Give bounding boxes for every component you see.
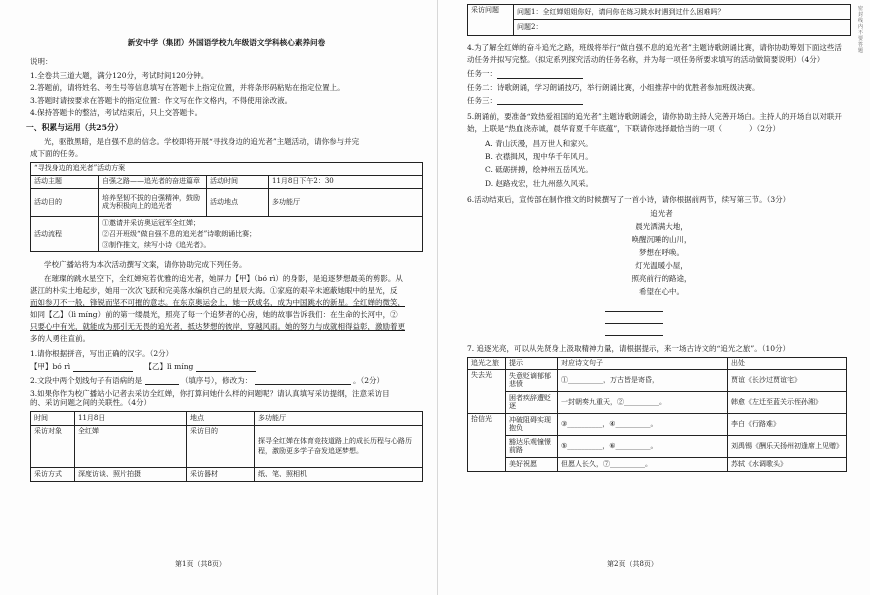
question-3-line: 的、采访问题之间的关联性。（4分） xyxy=(30,398,152,408)
question-7: 7. 追逐光亮，可以从先贤身上汲取精神力量，请根据提示，来一场古诗文的“追光之旅”。（10分） xyxy=(467,344,790,354)
interview-question-2[interactable]: 问题2： xyxy=(514,20,851,36)
table-header: 对应诗文句子 xyxy=(558,357,728,369)
question-2-text: 2.文段中两个划线句子有语病的是 xyxy=(30,375,143,385)
instructions xyxy=(30,57,423,117)
table-cell: 活动流程 xyxy=(31,216,99,252)
poem-line: 晨光洒满大地， xyxy=(635,221,688,231)
table-cell: 采访目的 xyxy=(187,425,255,467)
jia-answer-blank[interactable] xyxy=(73,365,133,372)
option-c: C. 砥砺拼搏，绘神州五岳风光。 xyxy=(485,165,593,175)
question-5-options xyxy=(467,139,856,189)
instruction-item: 4.保持答题卡的整洁，考试结束后，只上交答题卡。 xyxy=(30,107,203,117)
table-header: 出处 xyxy=(728,357,847,369)
poem-line: 梦想在呼唤。 xyxy=(639,247,684,257)
table-cell: 活动目的 xyxy=(31,188,99,216)
journey-stage: 拾信光 xyxy=(468,413,506,471)
source-cell: 李白《行路难》 xyxy=(728,413,847,435)
source-cell: 韩愈《左迁至蓝关示侄孙湘》 xyxy=(728,391,847,413)
verse-cell[interactable]: ⑤__________，⑥__________。 xyxy=(558,435,728,457)
passage-line: 湛江的朴实土地起步，她用一次次飞跃和完美落水编织自己的星辰大海。①家庭的艰辛未遮蔽她眼中的星光，反 xyxy=(30,285,398,295)
table-cell: 自强之路——追光者的奋进篇章 xyxy=(99,175,207,188)
source-cell: 刘禹锡《酬乐天扬州初逢席上见赠》 xyxy=(728,435,847,457)
task-3-blank[interactable] xyxy=(497,98,583,105)
flow-step: ②召开班级“做自强不息的追光者”诗歌朗诵比赛； xyxy=(102,229,257,238)
question-3 xyxy=(30,389,423,408)
passage-line: 而如参刀不一般，锋锐而坚不可摧的意志。在东京奥运会上，她一跃成名，成为中国跳水的新星。全红婵的微笑， xyxy=(30,297,405,307)
task-2: 任务二：诗歌朗诵，学习朗诵技巧，举行朗诵比赛，小组推荐中的优胜者参加班级决赛。 xyxy=(467,82,760,92)
broadcast-text: 学校广播站将为本次活动撰写文案，请你协助完成下列任务。 xyxy=(44,260,247,270)
right-page xyxy=(435,0,870,595)
question-4-line: 4.为了解全红婵的奋斗追光之路，班级将举行“做自强不息的追光者”主题诗歌朗诵比赛，请你协助筹划下面这些活 xyxy=(467,43,842,52)
poem xyxy=(467,207,856,299)
flow-step: ③制作推文，续写小诗《追光者》。 xyxy=(102,240,211,249)
instructions-label: 说明： xyxy=(30,57,53,67)
option-a: A. 青山沃漫，昌万世人和家兴。 xyxy=(485,138,593,148)
hint-cell: 豁达乐观憧憬前路 xyxy=(506,435,558,457)
question-6: 6.活动结束后，宣传部在制作推文的时候撰写了一首小诗，请你根据前两节，续写第三节。（3分） xyxy=(467,195,791,205)
exam-title: 新安中学（集团）外国语学校九年级语文学科核心素养问卷 xyxy=(127,38,326,47)
question-2 xyxy=(30,376,423,385)
yi-answer-blank[interactable] xyxy=(196,365,256,372)
table-cell: 多功能厅 xyxy=(269,188,423,216)
table-cell: 活动主题 xyxy=(31,175,99,188)
table-cell: 采访问题 xyxy=(468,5,514,36)
question-2-score: 。（2分） xyxy=(352,375,384,385)
task-3 xyxy=(467,96,856,105)
poem-line: 唤醒沉睡的山川， xyxy=(631,234,692,244)
verse-cell[interactable]: ③__________，④__________。 xyxy=(558,413,728,435)
activity-plan-table xyxy=(30,162,423,253)
task-1-blank[interactable] xyxy=(497,72,583,79)
table-cell: 采访对象 xyxy=(31,425,75,467)
task-1 xyxy=(467,69,856,78)
table-cell: 采访器材 xyxy=(187,467,255,481)
interview-outline-table xyxy=(30,411,423,482)
q2-revision-blank[interactable] xyxy=(255,378,351,385)
section-heading: 一、积累与运用（共25分） xyxy=(26,123,123,133)
verse-cell[interactable]: 但愿人长久，⑦__________。 xyxy=(558,457,728,471)
table-cell: 地点 xyxy=(187,411,255,425)
table-cell: 活动地点 xyxy=(207,188,269,216)
page-number: 第2页（共8页） xyxy=(607,560,658,569)
q2-number-blank[interactable] xyxy=(145,378,179,385)
table-caption: “寻找身边的追光者”活动方案 xyxy=(31,162,423,175)
source-cell: 苏轼《水调歌头》 xyxy=(728,457,847,471)
table-cell: 多功能厅 xyxy=(255,411,423,425)
question-4-line: 动任务并拟写完整。（拟定系列探究活动的任务名称，并为每一项任务所要求填写的活动做简要说明）（4分） xyxy=(467,54,825,64)
option-d: D. 赵路戎宏，壮九州慈久风采。 xyxy=(485,178,594,188)
verse-cell[interactable]: ①__________，万古皆是寄昏， xyxy=(558,369,728,391)
table-header: 提示 xyxy=(506,357,558,369)
table-cell: 深度访谈、照片拍摄 xyxy=(75,467,187,481)
table-cell: 全红婵 xyxy=(75,425,187,467)
question-3-line: 3.如果你作为校广播站小记者去采访全红婵，你打算问她什么样的问题呢？请认真填写采访提纲，注意采访目 xyxy=(30,388,390,398)
table-header: 追光之旅 xyxy=(468,357,506,369)
question-2-tail: （填序号），修改为： xyxy=(180,375,253,385)
table-cell: 培养坚韧不拔的自强精神，鼓励成为积极向上的追光者 xyxy=(99,188,207,216)
passage-line: 在璀璨的跳水星空下，全红婵宛若优雅的追光者，她屏力【甲】（bó rì）的身影，是追逐梦想最美的剪影。从 xyxy=(44,273,403,283)
poem-answer-line[interactable] xyxy=(605,312,663,324)
question-5-line: 5.朗诵前，要准备“致热爱祖国的追光者”主题诗歌朗诵会，请你协助主持人完善开场白。主持人的开场自以对联开 xyxy=(467,112,842,122)
passage-line: 只要心中有光，就能成为那引无无畏的追光者，抵达梦想的彼岸，穿越风雨。她的努力与成就相得益彰，激励着更 xyxy=(30,321,405,331)
activity-flow xyxy=(99,216,423,252)
jia-label: 【甲】bó rì xyxy=(30,362,71,372)
hint-cell: 失意贬谪郁郁悲愤 xyxy=(506,369,558,391)
task-3-label: 任务三： xyxy=(467,96,497,105)
table-cell: 采访方式 xyxy=(31,467,75,481)
poem-answer-line[interactable] xyxy=(605,300,663,312)
journey-stage: 失去光 xyxy=(468,369,506,413)
task-list xyxy=(467,69,856,105)
question-4 xyxy=(467,42,856,65)
hint-cell: 困者疾辞遭贬逐 xyxy=(506,391,558,413)
table-cell: 11月8日 xyxy=(75,411,187,425)
poem-line: 照亮前行的路途， xyxy=(631,274,692,284)
instruction-item: 2.答题前，请将姓名、考生号等信息填写在答题卡上指定位置，并将条形码粘贴在指定位置上。 xyxy=(30,83,345,93)
poem-line: 希望在心中。 xyxy=(639,287,684,297)
question-1-answers xyxy=(30,362,423,371)
option-b: B. 衣襟揖风，现中华千年风月。 xyxy=(485,152,593,161)
hint-cell: 冲破阻碍实现抱负 xyxy=(506,413,558,435)
instruction-item: 3.答题时请按要求在答题卡的指定位置：作文写在作文格内，不得使用涂改液。 xyxy=(30,95,293,105)
poem-answer-line[interactable] xyxy=(605,324,663,336)
question-5-text: 始，上联是“热血浇赤诚，晨华育夏千年底蕴”，下联请你选择最恰当的一项（ xyxy=(467,124,723,133)
poem-title: 追光者 xyxy=(650,208,673,218)
page-number: 第1页（共8页） xyxy=(175,560,226,569)
table-cell: 活动时间 xyxy=(207,175,269,188)
source-cell: 贾谊《长沙过贾谊宅》 xyxy=(728,369,847,391)
interview-question-1: 问题1：全红婵姐姐你好，请问你在练习跳水时遇到过什么困难吗？ xyxy=(514,5,851,20)
question-1: 1.请你根据拼音，写出正确的汉字。（2分） xyxy=(30,348,174,358)
binding-margin-text: 密封线内不要答题 xyxy=(858,6,864,54)
passage-line: 多的人勇往直前。 xyxy=(30,333,90,343)
interview-questions-table xyxy=(467,4,851,36)
question-5 xyxy=(467,111,856,134)
passage-line: 如同【乙】（lì míng）前的第一缕晨光，照亮了每一个追梦者的心房，她的故事告诉我们：在生命的长河中，② xyxy=(30,309,398,319)
table-cell: 11月8日下午2：30 xyxy=(269,175,423,188)
question-5-line xyxy=(467,123,856,135)
task-1-label: 任务一： xyxy=(467,69,497,79)
passage xyxy=(30,273,423,345)
table-cell: 探寻全红婵在体育竞技道路上的成长历程与心路历程，激励更多学子奋发追逐梦想。 xyxy=(255,425,423,467)
verse-cell[interactable]: 一封朝奏九重天，②__________。 xyxy=(558,391,728,413)
yi-label: 【乙】lì míng xyxy=(144,362,194,372)
question-5-score: ）（2分） xyxy=(748,124,780,133)
hint-cell: 美好祝愿 xyxy=(506,457,558,471)
instruction-item: 1.全卷共三道大题，满分120分，考试时间120分钟。 xyxy=(30,70,209,80)
poetry-journey-table xyxy=(467,357,847,472)
table-cell: 时间 xyxy=(31,411,75,425)
poem-line: 灯光温暖小屋， xyxy=(635,261,688,270)
intro-text: 光，驱散黑暗，是自强不息的信念。学校即将开展“寻找身边的追光者”主题活动，请你参与并完 xyxy=(44,137,360,147)
flow-step: ①邀请并采访奥运冠军全红婵； xyxy=(102,218,200,227)
intro-text: 成下面的任务。 xyxy=(30,149,83,159)
table-cell: 纸、笔、照相机 xyxy=(255,467,423,481)
